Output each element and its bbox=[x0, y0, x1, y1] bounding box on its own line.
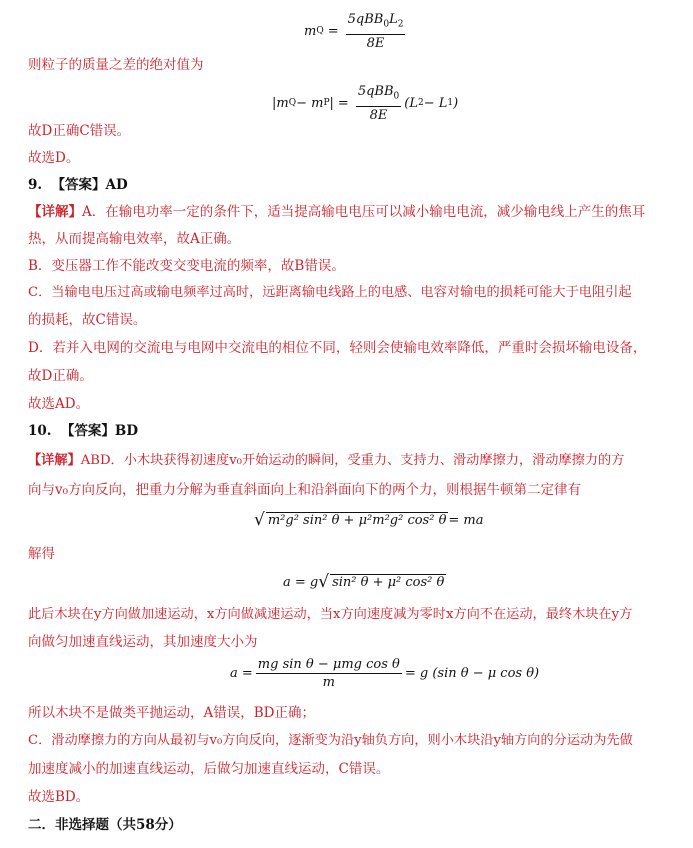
formula-fraction bbox=[346, 12, 406, 51]
formula-radicand: m²g² sin² θ + μ²m²g² cos² θ bbox=[267, 513, 447, 528]
formula-text: (L bbox=[404, 95, 418, 111]
formula-sub: 2 bbox=[417, 98, 424, 109]
text-line: 解得 bbox=[28, 546, 55, 562]
text-line: 故选AD。 bbox=[28, 396, 90, 412]
formula-newton bbox=[254, 510, 484, 530]
radical-sign: √ bbox=[254, 510, 265, 530]
formula-fraction bbox=[356, 84, 401, 123]
formula-mass-q bbox=[304, 12, 408, 51]
text-line: 故选D。 bbox=[28, 150, 80, 166]
text-line: B．变压器工作不能改变交变电流的频率，故B错误。 bbox=[28, 258, 345, 274]
formula-sub: Q bbox=[288, 98, 297, 109]
section-heading: 二．非选择题（共58分） bbox=[28, 817, 182, 833]
formula-text: |m bbox=[272, 95, 289, 111]
text-line: C．当输电电压过高或输电频率过高时，远距离输电线路上的电感、电容对输电的损耗可能大于电阻引起 bbox=[28, 285, 632, 300]
question-10-header bbox=[28, 421, 671, 441]
text-line: 向与v₀方向反向，把重力分解为垂直斜面向上和沿斜面向下的两个力，则根据牛顿第二定律有 bbox=[28, 482, 582, 498]
formula-den: 8E bbox=[369, 107, 388, 123]
text-line: 的损耗，故C错误。 bbox=[28, 312, 147, 328]
text-span: ABD．小木块获得初速度v₀开始运动的瞬间，受重力、支持力、滑动摩擦力，滑动摩擦力的方 bbox=[80, 453, 625, 468]
radical-sign: √ bbox=[318, 572, 330, 592]
formula-num: mg sin θ − μmg cos θ bbox=[257, 657, 400, 672]
formula-sub: 0 bbox=[393, 91, 400, 102]
formula-den: 8E bbox=[366, 35, 385, 51]
formula-text: m bbox=[304, 23, 317, 39]
text-line: 热，从而提高输电效率，故A正确。 bbox=[28, 231, 241, 247]
text-line: 所以木块不是做类平抛运动，A错误，BD正确； bbox=[28, 705, 315, 721]
formula-text: − m bbox=[296, 95, 324, 111]
formula-sub: 1 bbox=[447, 98, 454, 109]
formula-sub: Q bbox=[316, 26, 324, 37]
formula-radicand: sin² θ + μ² cos² θ bbox=[332, 575, 445, 590]
formula-text: ) bbox=[453, 95, 459, 111]
formula-num: 5qBB bbox=[347, 12, 384, 27]
formula-num: L bbox=[389, 12, 398, 27]
text-line: 则粒子的质量之差的绝对值为 bbox=[28, 57, 204, 73]
text-line: 此后木块在y方向做加速运动，x方向做减速运动，当x方向速度减为零时x方向不在运动，最终木块在y方 bbox=[28, 607, 633, 622]
formula-text: − L bbox=[423, 95, 448, 111]
formula-sub: P bbox=[323, 98, 330, 109]
text-span: A．在输电功率一定的条件下，适当提高输电电压可以减小输电电流，减少输电线上产生的焦耳 bbox=[82, 204, 646, 220]
text-line: D．若并入电网的交流电与电网中交流电的相位不同，轻则会使输电效率降低，严重时会损坏输电设备， bbox=[28, 340, 647, 356]
formula-acc-1 bbox=[283, 572, 446, 592]
formula-num: 5qBB bbox=[357, 84, 394, 99]
detail-tag: 【详解】 bbox=[28, 204, 82, 220]
question-number: 10. bbox=[28, 423, 52, 439]
formula-text: = ma bbox=[448, 512, 484, 528]
formula-den: m bbox=[322, 675, 335, 690]
formula-text: | bbox=[329, 95, 334, 111]
formula-text: a = g bbox=[283, 574, 319, 590]
question-number: 9. bbox=[28, 177, 43, 193]
formula-eq: = bbox=[337, 95, 349, 111]
formula-mass-diff bbox=[272, 84, 458, 123]
formula-text: = g (sin θ − μ cos θ) bbox=[404, 666, 540, 681]
formula-fraction bbox=[256, 657, 402, 690]
detail-tag: 【详解】 bbox=[28, 453, 81, 468]
text-line: 故D正确。 bbox=[28, 368, 93, 384]
text-line: 加速度减小的加速直线运动，后做匀加速直线运动，C错误。 bbox=[28, 761, 390, 777]
answer-label: 【答案】BD bbox=[60, 423, 139, 439]
answer-label: 【答案】AD bbox=[51, 177, 128, 193]
formula-sub: 0 bbox=[383, 19, 390, 30]
text-line: C．滑动摩擦力的方向从最初与v₀方向反向，逐渐变为沿y轴负方向，则小木块沿y轴方向的分运动为先做 bbox=[28, 733, 633, 748]
text-line: 故选BD。 bbox=[28, 789, 90, 805]
text-line: 故D正确C错误。 bbox=[28, 123, 131, 139]
formula-sub: 2 bbox=[397, 19, 404, 30]
formula-acc-2 bbox=[230, 657, 539, 690]
text-line: 向做匀加速直线运动，其加速度大小为 bbox=[28, 634, 258, 650]
formula-eq: = bbox=[327, 23, 339, 39]
question-9-header bbox=[28, 175, 671, 195]
text-line bbox=[28, 202, 671, 222]
formula-text: a = bbox=[230, 666, 253, 681]
text-line bbox=[28, 451, 671, 471]
